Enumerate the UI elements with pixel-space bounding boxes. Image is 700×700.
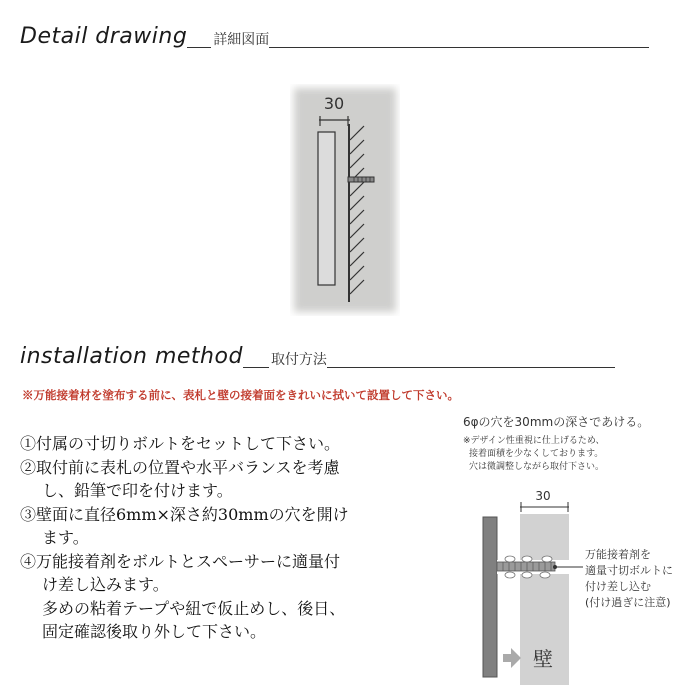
installation-method-title: installation method <box>20 344 243 369</box>
adhesive-note-line: (付け過ぎに注意) <box>585 596 671 609</box>
step-1 <box>20 432 460 456</box>
step-line: ④万能接着剤をボルトとスペーサーに適量付 <box>20 551 341 571</box>
installation-method-header <box>20 346 615 368</box>
design-note-line: 接着面積を少なくしております。 <box>469 449 604 459</box>
nameplate-side <box>483 517 497 677</box>
bolt <box>348 177 374 182</box>
nameplate-section <box>318 132 335 285</box>
step-line: ②取付前に表札の位置や水平バランスを考慮 <box>20 457 340 477</box>
header-underline <box>327 367 615 368</box>
detail-drawing <box>290 84 400 316</box>
wall-label: 壁 <box>533 647 553 671</box>
installation-steps <box>20 432 460 644</box>
installation-diagram <box>455 408 695 693</box>
header-underline <box>269 47 649 48</box>
push-arrow-icon <box>503 648 521 668</box>
threaded-bolt <box>497 562 555 571</box>
header-underline <box>243 367 269 368</box>
warning-note: ※万能接着材を塗布する前に、表札と壁の接着面をきれいに拭いて設置して下さい。 <box>22 388 459 402</box>
step-line: ①付属の寸切りボルトをセットして下さい。 <box>20 434 341 453</box>
step-3 <box>20 503 460 550</box>
detail-dimension-label: 30 <box>323 94 345 113</box>
hole-depth-note: 6φの穴を30mmの深さであける。 <box>463 415 650 429</box>
step-2 <box>20 456 460 503</box>
adhesive-note-line: 万能接着剤を <box>585 548 651 561</box>
step-4 <box>20 550 460 644</box>
step-line: ます。 <box>42 528 89 547</box>
step-line: 固定確認後取り外して下さい。 <box>42 622 267 641</box>
detail-drawing-subtitle: 詳細図面 <box>213 32 270 48</box>
step-line: け差し込みます。 <box>42 575 169 594</box>
step-line: 多めの粘着テープや紐で仮止めし、後日、 <box>42 598 346 618</box>
drawing-background <box>294 88 396 312</box>
adhesive-note-line: 付け差し込む <box>585 580 651 593</box>
design-note-line: ※デザイン性重視に仕上げるため、 <box>463 436 605 446</box>
adhesive-note-line: 適量寸切ボルトに <box>585 564 673 577</box>
header-underline <box>187 47 211 48</box>
design-note-line: 穴は微調整しながら取付下さい。 <box>469 462 605 472</box>
installation-method-subtitle: 取付方法 <box>270 352 327 368</box>
detail-drawing-title: Detail drawing <box>20 24 188 49</box>
detail-drawing-header <box>20 26 649 48</box>
step-line: し、鉛筆で印を付けます。 <box>42 481 233 500</box>
step-line: ③壁面に直径6mm×深さ約30mmの穴を開け <box>20 504 349 524</box>
install-dimension-label: 30 <box>535 489 551 503</box>
